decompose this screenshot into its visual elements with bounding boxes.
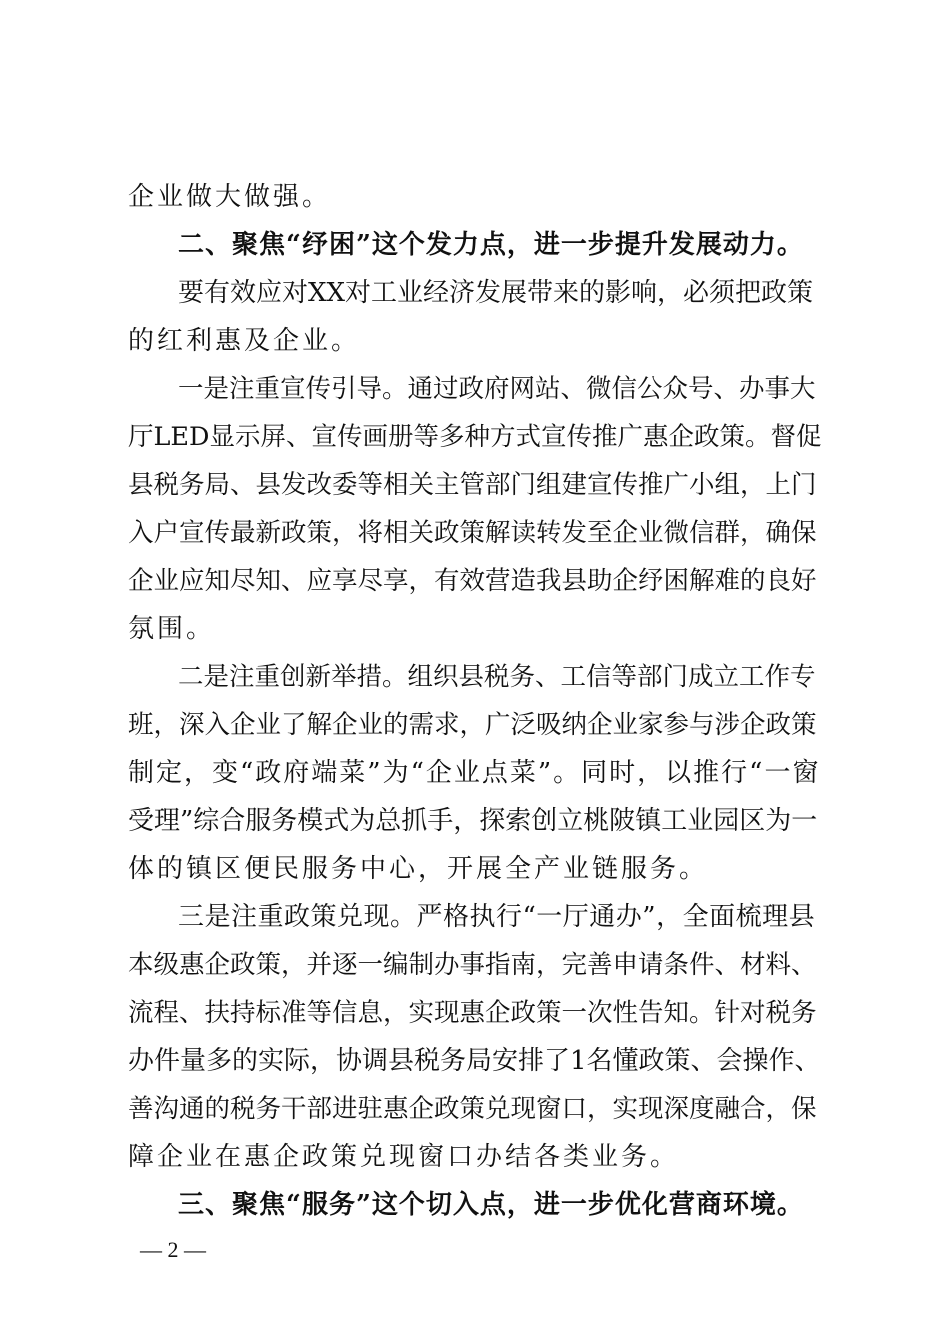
paragraph-line: 流程、扶持标准等信息，实现惠企政策一次性告知。针对税务	[128, 998, 817, 1028]
paragraph-line: 受理”综合服务模式为总抓手，探索创立桃陂镇工业园区为一	[128, 806, 818, 836]
paragraph-line: 三是注重政策兑现。严格执行“一厅通办”，全面梳理县	[178, 902, 816, 932]
paragraph-line: 厅LED显示屏、宣传画册等多种方式宣传推广惠企政策。督促	[128, 422, 822, 452]
paragraph-line: 体的镇区便民服务中心，开展全产业链服务。	[128, 854, 709, 884]
paragraph-line: 制定，变“政府端菜”为“企业点菜”。同时，以推行“一窗	[128, 758, 821, 788]
paragraph-line: 本级惠企政策，并逐一编制办事指南，完善申请条件、材料、	[128, 950, 817, 980]
paragraph-line: 善沟通的税务干部进驻惠企政策兑现窗口，实现深度融合，保	[128, 1094, 817, 1124]
paragraph-line: 企业做大做强。	[128, 182, 332, 212]
paragraph-line: 企业应知尽知、应享尽享，有效营造我县助企纾困解难的良好	[128, 566, 817, 596]
section-heading-2: 二、聚焦“纾困”这个发力点，进一步提升发展动力。	[178, 230, 804, 260]
paragraph-line: 县税务局、县发改委等相关主管部门组建宣传推广小组，上门	[128, 470, 817, 500]
paragraph-line: 氛围。	[128, 614, 216, 644]
paragraph-line: 办件量多的实际，协调县税务局安排了1名懂政策、会操作、	[128, 1046, 821, 1076]
page-number: — 2 —	[140, 1237, 206, 1262]
paragraph-line: 二是注重创新举措。组织县税务、工信等部门成立工作专	[178, 662, 816, 692]
paragraph-line: 一是注重宣传引导。通过政府网站、微信公众号、办事大	[178, 374, 816, 404]
paragraph-line: 班，深入企业了解企业的需求，广泛吸纳企业家参与涉企政策	[128, 710, 817, 740]
paragraph-line: 入户宣传最新政策，将相关政策解读转发至企业微信群，确保	[128, 518, 817, 548]
paragraph-line: 障企业在惠企政策兑现窗口办结各类业务。	[128, 1142, 680, 1172]
section-heading-3: 三、聚焦“服务”这个切入点，进一步优化营商环境。	[178, 1190, 804, 1220]
paragraph-line: 要有效应对XX对工业经济发展带来的影响，必须把政策	[178, 278, 814, 308]
paragraph-line: 的红利惠及企业。	[128, 326, 361, 356]
